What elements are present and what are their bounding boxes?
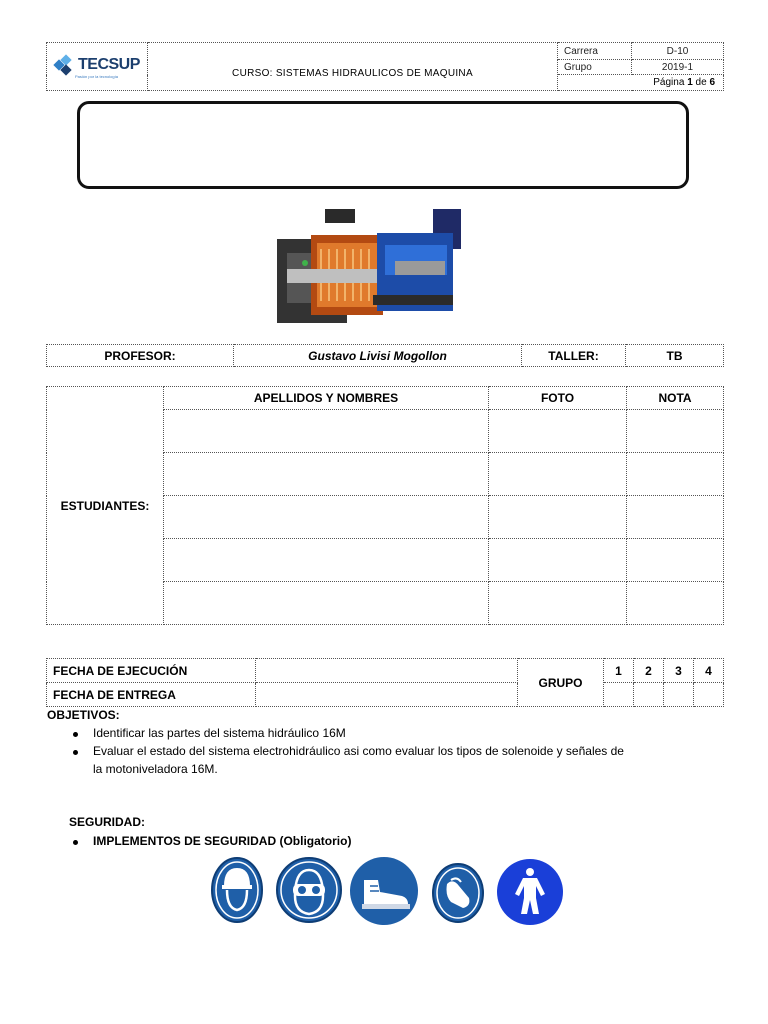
grupo-label: Grupo <box>558 60 632 75</box>
profesor-table <box>46 344 724 367</box>
student-name-cell[interactable] <box>164 496 489 539</box>
bullet-icon <box>73 750 78 755</box>
profesor-label: PROFESOR: <box>47 345 234 367</box>
safety-boot-icon <box>346 856 422 926</box>
gloves-icon <box>431 862 485 924</box>
solenoid-valve-illustration <box>277 209 461 323</box>
fecha-ejecucion-label: FECHA DE EJECUCIÓN <box>47 659 256 683</box>
estudiantes-label: ESTUDIANTES: <box>47 387 164 625</box>
student-grade-cell[interactable] <box>627 410 724 453</box>
carrera-value: D-10 <box>632 43 724 60</box>
objetivo-item-1: Identificar las partes del sistema hidráulico 16M <box>93 726 346 740</box>
objetivos-heading: OBJETIVOS: <box>47 708 120 722</box>
logo-cell <box>47 43 148 91</box>
bullet-icon <box>73 732 78 737</box>
col-apellidos-nombres: APELLIDOS Y NOMBRES <box>164 387 489 410</box>
student-photo-cell[interactable] <box>489 410 627 453</box>
coverall-icon <box>495 858 565 926</box>
page-current: 1 <box>687 77 693 88</box>
student-grade-cell[interactable] <box>627 453 724 496</box>
col-foto: FOTO <box>489 387 627 410</box>
student-photo-cell[interactable] <box>489 582 627 625</box>
grupo-value: 2019-1 <box>632 60 724 75</box>
grupo-label: GRUPO <box>518 659 604 707</box>
student-name-cell[interactable] <box>164 410 489 453</box>
fecha-ejecucion-field[interactable] <box>256 659 518 683</box>
seguridad-item: IMPLEMENTOS DE SEGURIDAD (Obligatorio) <box>93 834 352 848</box>
grupo-number-3: 3 <box>664 659 694 683</box>
col-nota: NOTA <box>627 387 724 410</box>
taller-value: TB <box>626 345 724 367</box>
grupo-check-3[interactable] <box>664 683 694 707</box>
student-grade-cell[interactable] <box>627 582 724 625</box>
student-photo-cell[interactable] <box>489 496 627 539</box>
objetivo-item-2: Evaluar el estado del sistema electrohidráulico asi como evaluar los tipos de solenoide y señales de <box>93 744 624 758</box>
fecha-entrega-field[interactable] <box>256 683 518 707</box>
bullet-icon <box>73 840 78 845</box>
grupo-check-4[interactable] <box>694 683 724 707</box>
student-photo-cell[interactable] <box>489 453 627 496</box>
helmet-icon <box>210 856 264 924</box>
course-title: CURSO: SISTEMAS HIDRAULICOS DE MAQUINA <box>148 43 558 91</box>
estudiantes-table <box>46 386 724 625</box>
page-of: de <box>695 77 707 88</box>
logo-tagline: Pasión por la tecnología <box>75 74 118 79</box>
fechas-table <box>46 658 724 707</box>
profesor-name: Gustavo Livisi Mogollon <box>234 345 522 367</box>
grupo-check-2[interactable] <box>634 683 664 707</box>
logo-text: TECSUP <box>78 56 140 73</box>
student-grade-cell[interactable] <box>627 539 724 582</box>
grupo-number-1: 1 <box>604 659 634 683</box>
student-name-cell[interactable] <box>164 453 489 496</box>
seguridad-heading: SEGURIDAD: <box>69 815 146 829</box>
grupo-number-2: 2 <box>634 659 664 683</box>
student-grade-cell[interactable] <box>627 496 724 539</box>
student-name-cell[interactable] <box>164 539 489 582</box>
objetivo-item-2-cont: la motoniveladora 16M. <box>93 762 218 776</box>
title-box <box>77 101 689 189</box>
page-prefix: Página <box>653 77 685 88</box>
fecha-entrega-label: FECHA DE ENTREGA <box>47 683 256 707</box>
page-total: 6 <box>709 77 715 88</box>
tecsup-logo <box>47 54 147 76</box>
document-header <box>46 42 724 91</box>
taller-label: TALLER: <box>522 345 626 367</box>
carrera-label: Carrera <box>558 43 632 60</box>
grupo-check-1[interactable] <box>604 683 634 707</box>
goggles-icon <box>275 856 343 924</box>
student-photo-cell[interactable] <box>489 539 627 582</box>
page-indicator <box>558 75 724 91</box>
student-name-cell[interactable] <box>164 582 489 625</box>
tecsup-logo-icon <box>53 54 75 76</box>
grupo-number-4: 4 <box>694 659 724 683</box>
